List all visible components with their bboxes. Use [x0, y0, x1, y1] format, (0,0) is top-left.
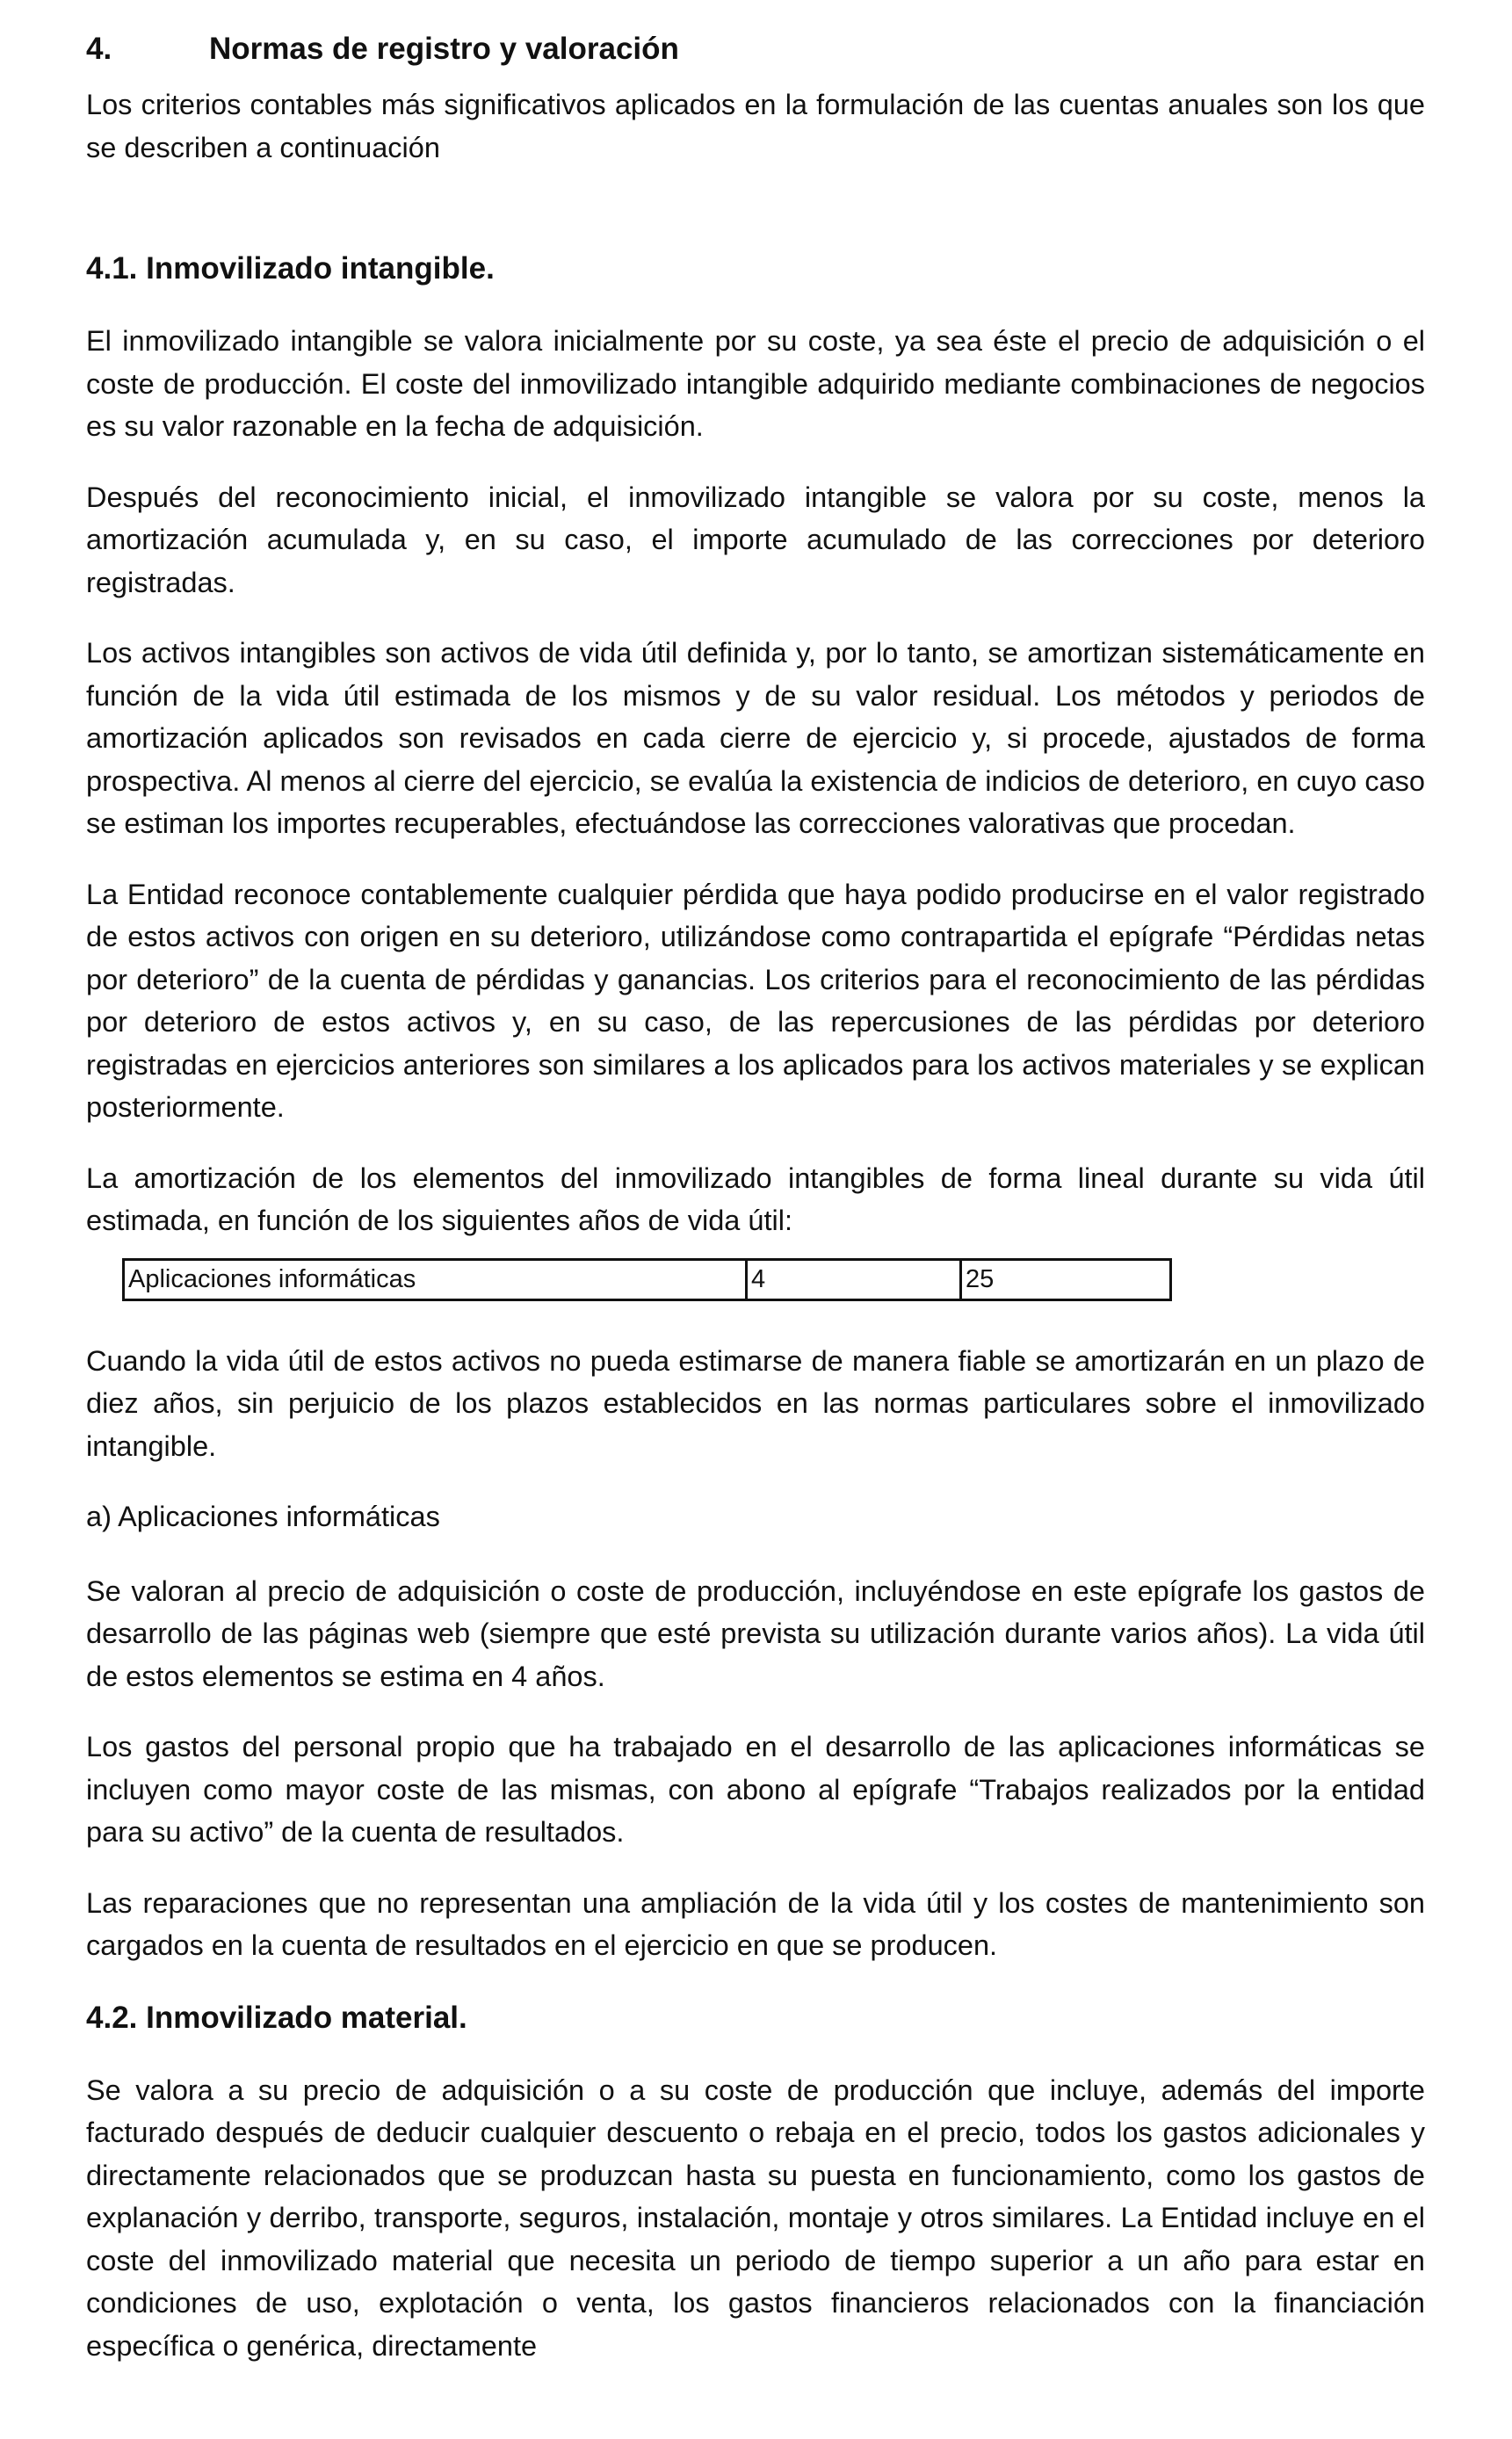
- intangible-paragraph-5: La amortización de los elementos del inmovilizado intangibles de forma lineal durante su vida útil estimada, en función de los siguientes años de vida útil:: [86, 1162, 1425, 1236]
- table-cell-rate: 25: [961, 1259, 1171, 1299]
- intangible-paragraph-2: Después del reconocimiento inicial, el inmovilizado intangible se valora por su coste, menos la amortización acumulada y, en su caso, el importe acumulado de las correcciones por deterioro registradas.: [86, 481, 1425, 598]
- section-heading: [86, 26, 1425, 72]
- intangible-paragraph-3: Los activos intangibles son activos de vida útil definida y, por lo tanto, se amortizan sistemáticamente en función de la vida útil estimada de los mismos y de su valor residual. Los métodos y periodos de amortización aplicados son revisados en cada cierre de ejercicio y, si procede, ajustados de forma prospectiva. Al menos al cierre del ejercicio, se evalúa la existencia de indicios de deterioro, en cuyo caso se estiman los importes recuperables, efectuándose las correcciones valorativas que procedan.: [86, 637, 1425, 839]
- useful-life-table: [122, 1258, 1172, 1301]
- table-cell-asset: Aplicaciones informáticas: [124, 1259, 747, 1299]
- table-cell-years: 4: [747, 1259, 961, 1299]
- software-paragraph-2: Los gastos del personal propio que ha trabajado en el desarrollo de las aplicaciones informáticas se incluyen como mayor coste de las mismas, con abono al epígrafe “Trabajos realizados por la entidad para su activo” de la cuenta de resultados.: [86, 1731, 1425, 1848]
- software-subheading: a) Aplicaciones informáticas: [86, 1501, 440, 1532]
- section-number: 4.: [86, 32, 112, 66]
- document-page: [86, 26, 1425, 2395]
- software-paragraph-3: Las reparaciones que no representan una ampliación de la vida útil y los costes de mantenimiento son cargados en la cuenta de resultados en el ejercicio en que se producen.: [86, 1886, 1425, 1961]
- intangible-heading: 4.1. Inmovilizado intangible.: [86, 251, 495, 286]
- section-title: Normas de registro y valoración: [209, 32, 679, 66]
- intangible-paragraph-4: La Entidad reconoce contablemente cualquier pérdida que haya podido producirse en el valor registrado de estos activos con origen en su deterioro, utilizándose como contrapartida el epígrafe “Pérdidas netas por deterioro” de la cuenta de pérdidas y ganancias. Los criterios para el reconocimiento de las pérdidas por deterioro de estos activos y, en su caso, de las repercusiones de las pérdidas por deterioro registradas en ejercicios anteriores son similares a los aplicados para los activos materiales y se explican posteriormente.: [86, 878, 1425, 1123]
- software-paragraph-1: Se valoran al precio de adquisición o coste de producción, incluyéndose en este epígrafe los gastos de desarrollo de las páginas web (siempre que esté prevista su utilización durante varios años). La vida útil de estos elementos se estima en 4 años.: [86, 1574, 1425, 1692]
- material-paragraph: Se valora a su precio de adquisición o a su coste de producción que incluye, además del importe facturado después de deducir cualquier descuento o rebaja en el precio, todos los gastos adicionales y directamente relacionados que se produzcan hasta su puesta en funcionamiento, como los gastos de explanación y derribo, transporte, seguros, instalación, montaje y otros similares. La Entidad incluye en el coste del inmovilizado material que necesita un periodo de tiempo superior a un año para estar en condiciones de uso, explotación o venta, los gastos financieros relacionados con la financiación específica o genérica, directamente: [86, 2074, 1425, 2362]
- material-heading: 4.2. Inmovilizado material.: [86, 2000, 467, 2035]
- intangible-paragraph-1: El inmovilizado intangible se valora inicialmente por su coste, ya sea éste el precio de adquisición o el coste de producción. El coste del inmovilizado intangible adquirido mediante combinaciones de negocios es su valor razonable en la fecha de adquisición.: [86, 325, 1425, 442]
- after-table-paragraph: Cuando la vida útil de estos activos no pueda estimarse de manera fiable se amortizarán en un plazo de diez años, sin perjuicio de los plazos establecidos en las normas particulares sobre el inmovilizado intangible.: [86, 1344, 1425, 1462]
- table-row: [124, 1259, 1171, 1299]
- intro-paragraph: Los criterios contables más significativos aplicados en la formulación de las cuentas anuales son los que se describen a continuación: [86, 89, 1425, 163]
